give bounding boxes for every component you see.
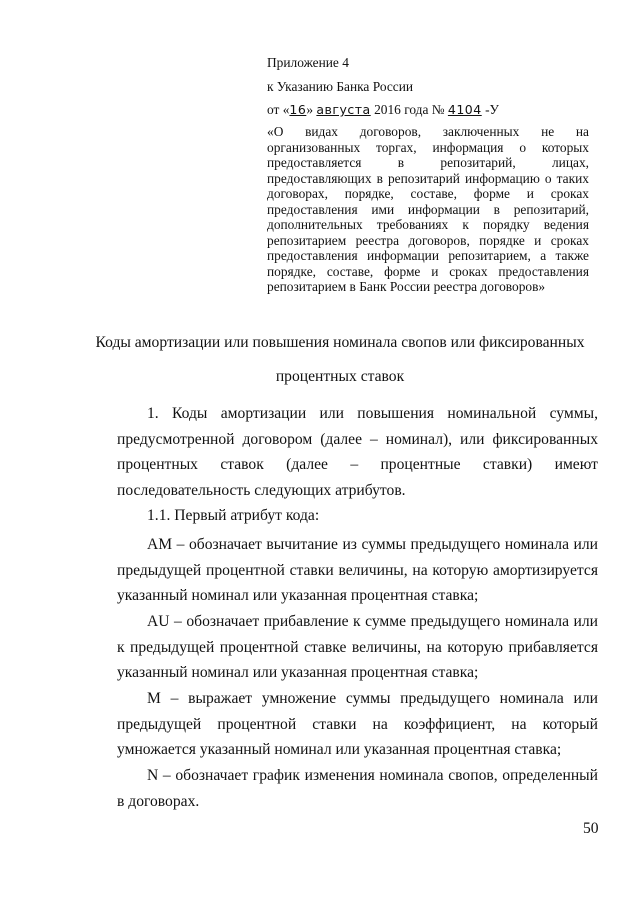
document-title: Коды амортизации или повышения номинала свопов или фиксированных процентных ставок [95, 334, 585, 385]
page-number: 50 [583, 820, 599, 837]
paragraph-au: AU – обозначает прибавление к сумме предыдущего номинала или к предыдущей процентной ставке величины, на которую прибавляется указанный номинал или указанная процентная ставка; [117, 613, 598, 681]
directive-description: «О видах договоров, заключенных не на организованных торгах, информация о которых предоставляется в репозитарий, лицах, предоставляющих в репозитарий информацию о таких договорах, порядке, составе, форме и сроках предоставления ими информации в репозитарий, дополнительных требованиях к порядку ведения репозитарием реестра договоров, порядке и сроках предоставления информации репозитарием, а также порядке, составе, форме и сроках предоставления репозитарием в Банк России реестра договоров» [267, 124, 589, 294]
date-month: августа [316, 102, 371, 117]
directive-suffix: -У [485, 102, 500, 117]
date-prefix: от « [267, 102, 290, 117]
paragraph-n: N – обозначает график изменения номинала свопов, определенный в договорах. [117, 767, 598, 810]
date-day: 16 [289, 102, 307, 117]
directive-date-line [267, 102, 589, 118]
appendix-label: Приложение 4 [267, 55, 349, 70]
directive-number: 4104 [447, 102, 482, 117]
paragraph-1: 1. Коды амортизации или повышения номинальной суммы, предусмотренной договором (далее – номинал), или фиксированных процентных ставок (далее – процентные ставки) имеют последовательность следующих атрибутов. [117, 405, 598, 499]
date-quote-close: » [306, 102, 314, 117]
date-year: 2016 года № [374, 102, 445, 117]
paragraph-1-1: 1.1. Первый атрибут кода: [147, 507, 320, 524]
paragraph-am: AM – обозначает вычитание из суммы предыдущего номинала или предыдущей процентной ставки величины, на которую амортизируется указанный номинал или указанная процентная ставка; [117, 536, 598, 604]
directive-reference: к Указанию Банка России [267, 79, 414, 94]
paragraph-m: M – выражает умножение суммы предыдущего номинала или предыдущей процентной ставки на коэффициент, на который умножается указанный номинал или указанная процентная ставка; [117, 690, 598, 758]
